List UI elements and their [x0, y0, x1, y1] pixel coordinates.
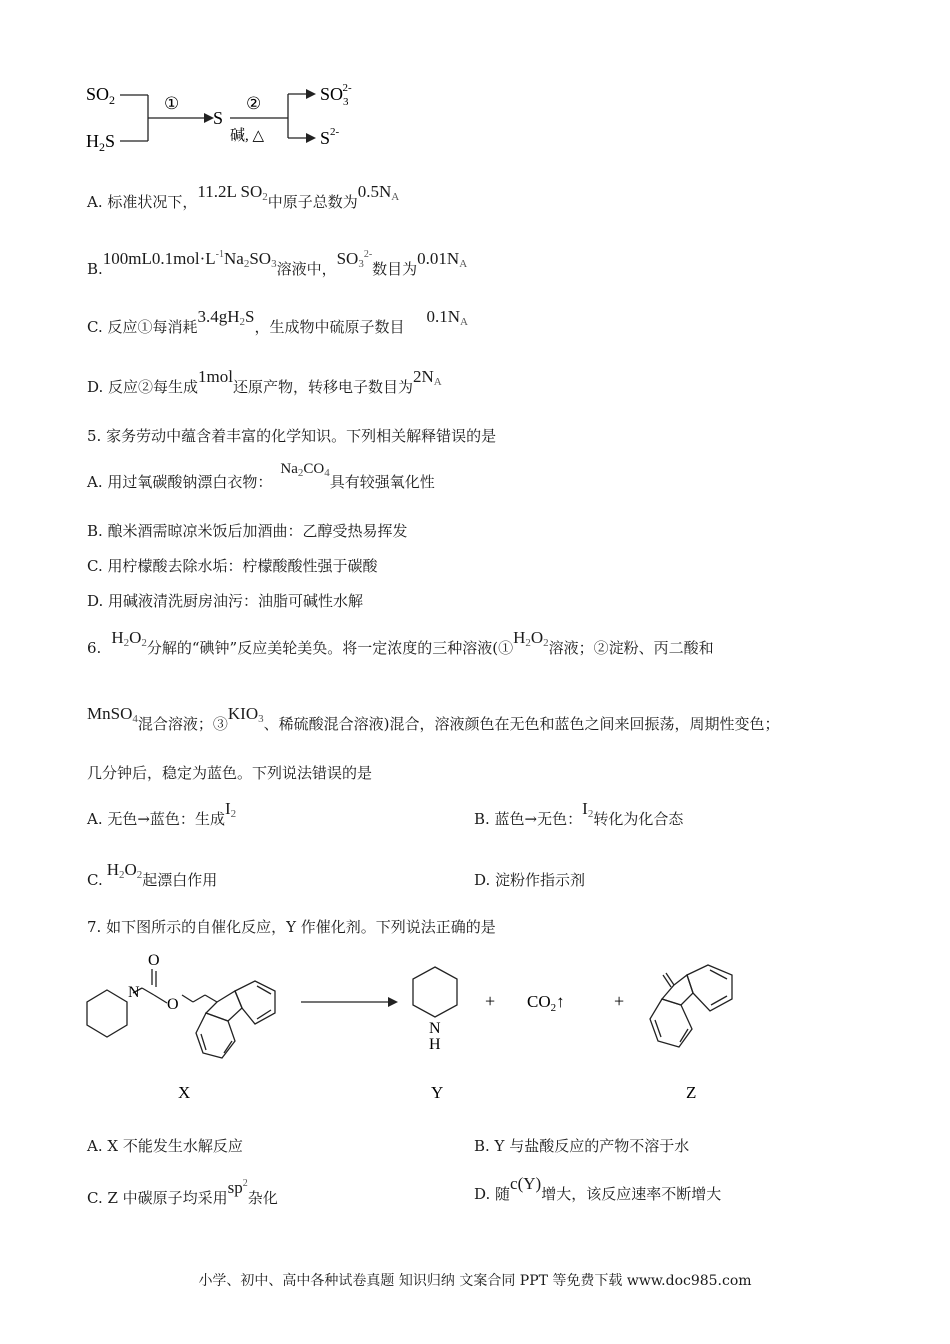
svg-text:SO32-: $SO_32-$ — [320, 82, 352, 108]
q6-option-b: B. 蓝色→无色：$I_2$转化为化合态 — [474, 799, 684, 828]
q7-option-d: D. 随c(Y)增大，该反应速率不断增大 — [474, 1174, 722, 1203]
svg-text:Y: Y — [431, 1083, 444, 1102]
svg-text:H2S: $H_2S$ — [86, 131, 116, 154]
q7-reaction-diagram — [70, 945, 810, 1110]
q7-option-c: C. Z 中碳原子均采用$sp^2$杂化 — [87, 1178, 278, 1207]
q5-option-b: B. 酿米酒需晾凉米饭后加酒曲：乙醇受热易挥发 — [87, 522, 408, 540]
reaction-scheme — [80, 78, 380, 158]
q4-option-b: $B.100mL0.1mol\cdot L^{-1}Na_2SO_3$溶液中，$SO_3^{2-}$数目为$0.01N_A$ — [87, 249, 468, 278]
q7-option-a: A. X 不能发生水解反应 — [87, 1137, 243, 1155]
q6-stem-line2: MnSO$_4$混合溶液；$③KIO_3$、稀硫酸混合溶液)混合，溶液颜色在无色和蓝色之间来回振荡，周期性变色； — [87, 704, 780, 733]
q6-stem-line1: $6.H_2O_2$分解的“碘钟”反应美轮美奂。将一定浓度的三种溶液($①H_2O_2$溶液；②淀粉、丙二酸和 — [87, 628, 714, 657]
q5-option-c: C. 用柠檬酸去除水垢：柠檬酸酸性强于碳酸 — [87, 557, 378, 575]
q6-stem-line3: 几分钟后，稳定为蓝色。下列说法错误的是 — [87, 764, 373, 782]
svg-text:①: ① — [164, 94, 180, 113]
q5-stem: 5. 家务劳动中蕴含着丰富的化学知识。下列相关解释错误的是 — [87, 427, 497, 445]
svg-text:+: + — [614, 991, 625, 1011]
q5-option-d: D. 用碱液清洗厨房油污：油脂可碱性水解 — [87, 592, 364, 610]
svg-text:N: N — [429, 1020, 441, 1037]
svg-text:CO2↑: $CO_2↑$ — [527, 992, 565, 1014]
q7-stem: 7. 如下图所示的自催化反应，Y 作催化剂。下列说法正确的是 — [87, 918, 496, 936]
svg-text:X: X — [178, 1083, 191, 1102]
q6-option-a: A. 无色→蓝色：生成$I_2$ — [87, 799, 237, 828]
svg-text:S: S — [213, 108, 224, 128]
q7-option-b: B. Y 与盐酸反应的产物不溶于水 — [474, 1137, 690, 1155]
svg-text:N: N — [128, 984, 140, 1001]
svg-text:Z: Z — [686, 1083, 697, 1102]
svg-text:SO2: $SO_2$ — [86, 84, 116, 107]
q5-option-a: A. 用过氧碳酸钠漂白衣物：$Na_2CO_4$具有较强氧化性 — [87, 461, 435, 491]
svg-text:碱, △: 碱, △ — [230, 128, 265, 144]
svg-text:S2-: $S^{2-}$ — [320, 126, 340, 148]
q6-option-c: $C.H_2O_2$起漂白作用 — [87, 860, 218, 889]
q6-option-d: D. 淀粉作指示剂 — [474, 871, 586, 889]
svg-text:+: + — [485, 991, 496, 1011]
q4-option-d: D. 反应②每生成1mol还原产物，转移电子数目为$2N_A$ — [87, 367, 442, 396]
svg-text:H: H — [429, 1036, 441, 1053]
page-footer: 小学、初中、高中各种试卷真题 知识归纳 文案合同 PPT 等免费下载 www.doc985.com — [198, 1273, 752, 1289]
svg-text:O: O — [148, 952, 160, 969]
q4-option-a: A. 标准状况下，11.2L $SO_2$中原子总数为$0.5N_A$ — [87, 182, 400, 211]
svg-text:O: O — [167, 996, 179, 1013]
q4-option-c: C. 反应①每消耗$3.4gH_2S$，生成物中硫原子数目$0.1N_A$ — [87, 307, 468, 336]
svg-text:②: ② — [246, 94, 262, 113]
